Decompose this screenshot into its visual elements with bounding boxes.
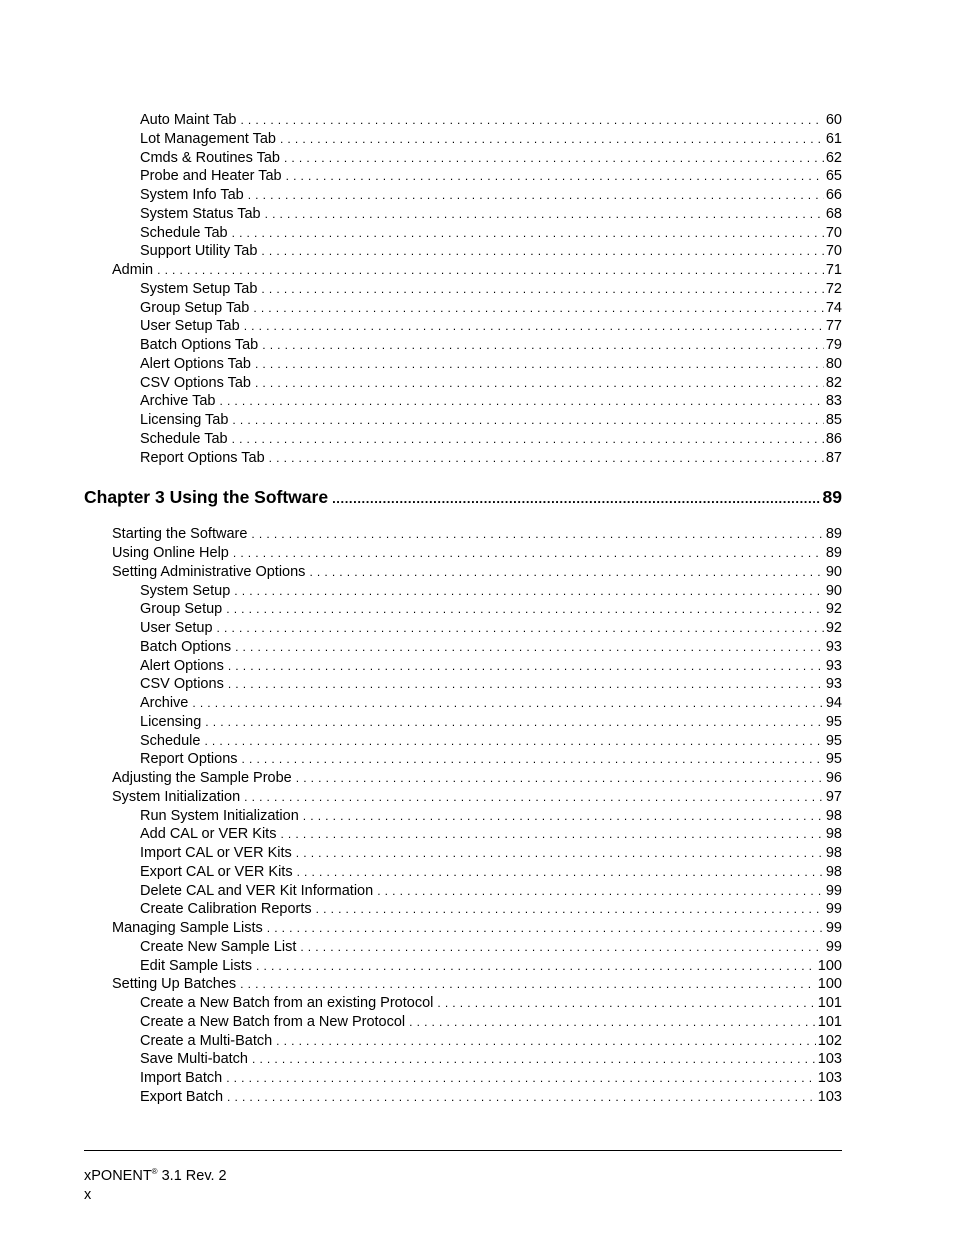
footer-page-number: x bbox=[84, 1187, 92, 1203]
dot-leader bbox=[204, 732, 823, 751]
toc-entry-title: Export CAL or VER Kits bbox=[140, 863, 293, 880]
dot-leader bbox=[227, 1088, 816, 1107]
dot-leader bbox=[255, 374, 824, 393]
toc-entry[interactable] bbox=[84, 205, 842, 224]
toc-entry-page-number: 103 bbox=[817, 1088, 842, 1105]
toc-entry-page-number: 98 bbox=[825, 826, 842, 843]
toc-entry-page-number: 92 bbox=[825, 620, 842, 636]
toc-entry-page-number: 102 bbox=[817, 1032, 842, 1049]
toc-entry-page-number: 98 bbox=[825, 845, 842, 861]
toc-entry[interactable] bbox=[84, 750, 842, 769]
toc-entry[interactable] bbox=[84, 374, 842, 393]
dot-leader bbox=[234, 582, 824, 601]
toc-entry-title: Batch Options bbox=[140, 638, 232, 655]
toc-entry[interactable] bbox=[84, 788, 842, 807]
toc-entry-title: Auto Maint Tab bbox=[140, 112, 237, 128]
toc-entry-page-number: 93 bbox=[825, 676, 842, 693]
toc-entry-title: Edit Sample Lists bbox=[140, 957, 253, 974]
toc-entry[interactable] bbox=[84, 732, 842, 751]
toc-entry-page-number: 60 bbox=[825, 112, 842, 128]
toc-entry[interactable] bbox=[84, 1013, 842, 1032]
dot-leader bbox=[205, 713, 824, 732]
toc-entry-title: Run System Initialization bbox=[140, 807, 299, 824]
toc-entry[interactable] bbox=[84, 807, 842, 826]
toc-entry[interactable] bbox=[84, 430, 842, 449]
toc-entry[interactable] bbox=[84, 863, 842, 882]
footer-product-line bbox=[84, 1162, 227, 1186]
toc-entry[interactable] bbox=[84, 186, 842, 205]
toc-entry-page-number: 99 bbox=[825, 920, 842, 936]
dot-leader bbox=[244, 788, 824, 807]
toc-entry[interactable] bbox=[84, 525, 842, 544]
toc-entry-title: Add CAL or VER Kits bbox=[140, 826, 277, 843]
toc-entry-title: Alert Options bbox=[140, 657, 224, 674]
dot-leader bbox=[265, 205, 824, 224]
dot-leader bbox=[228, 657, 824, 676]
toc-entry-page-number: 79 bbox=[825, 337, 842, 353]
toc-entry-page-number: 68 bbox=[825, 205, 842, 222]
toc-entry-title: Export Batch bbox=[140, 1088, 224, 1105]
toc-entry-page-number: 101 bbox=[817, 995, 842, 1011]
toc-entry-page-number: 89 bbox=[825, 526, 842, 543]
toc-entry[interactable] bbox=[84, 1050, 842, 1069]
toc-entry-page-number: 62 bbox=[825, 149, 842, 166]
toc-entry[interactable] bbox=[84, 544, 842, 563]
toc-entry-page-number: 98 bbox=[825, 863, 842, 880]
footer-divider bbox=[84, 1150, 842, 1151]
toc-entry-title: Schedule bbox=[140, 732, 201, 749]
toc-entry-title: Import Batch bbox=[140, 1070, 223, 1086]
toc-entry-page-number: 71 bbox=[825, 262, 842, 278]
toc-entry[interactable] bbox=[84, 563, 842, 582]
dot-leader bbox=[253, 299, 823, 318]
dot-leader bbox=[262, 336, 824, 355]
dot-leader bbox=[240, 111, 823, 130]
toc-entry[interactable] bbox=[84, 882, 842, 901]
toc-section-chapter-2-tail bbox=[84, 111, 842, 467]
dot-leader bbox=[280, 825, 823, 844]
toc-entry-title: Support Utility Tab bbox=[140, 243, 258, 260]
toc-entry[interactable] bbox=[84, 411, 842, 430]
toc-entry-title: CSV Options bbox=[140, 676, 224, 693]
toc-entry[interactable] bbox=[84, 280, 842, 299]
toc-entry-page-number: 66 bbox=[825, 187, 842, 203]
dot-leader bbox=[267, 919, 824, 938]
dot-leader bbox=[233, 544, 824, 563]
toc-entry-page-number: 86 bbox=[825, 430, 842, 447]
toc-entry-page-number: 93 bbox=[825, 657, 842, 674]
toc-entry-page-number: 90 bbox=[825, 582, 842, 599]
toc-entry-title: Report Options Tab bbox=[140, 449, 265, 466]
toc-entry-title: Save Multi-batch bbox=[140, 1051, 248, 1068]
toc-entry[interactable] bbox=[84, 619, 842, 638]
toc-entry[interactable] bbox=[84, 261, 842, 280]
toc-entry-title: System Initialization bbox=[112, 788, 241, 805]
toc-entry-title: Setting Up Batches bbox=[112, 976, 237, 993]
toc-entry-title: Using Online Help bbox=[112, 545, 229, 561]
dot-leader bbox=[192, 694, 824, 713]
toc-entry-page-number: 100 bbox=[817, 976, 842, 993]
toc-entry-title: Schedule Tab bbox=[140, 224, 228, 241]
toc-entry-page-number: 92 bbox=[825, 601, 842, 618]
toc-entry[interactable] bbox=[84, 825, 842, 844]
dot-leader bbox=[284, 149, 824, 168]
toc-entry[interactable] bbox=[84, 224, 842, 243]
dot-leader bbox=[255, 355, 824, 374]
toc-entry-title: Import CAL or VER Kits bbox=[140, 845, 292, 861]
toc-entry-page-number: 100 bbox=[817, 957, 842, 974]
dot-leader bbox=[217, 619, 824, 638]
dot-leader bbox=[251, 525, 823, 544]
dot-leader bbox=[269, 449, 824, 468]
toc-entry-title: Schedule Tab bbox=[140, 430, 228, 447]
toc-entry-page-number: 95 bbox=[825, 713, 842, 730]
toc-entry[interactable] bbox=[84, 938, 842, 957]
product-name: xPONENT bbox=[84, 1168, 152, 1184]
dot-leader bbox=[286, 167, 824, 186]
toc-entry-title: Licensing Tab bbox=[140, 412, 229, 428]
dot-leader bbox=[297, 863, 824, 882]
toc-entry-title: Batch Options Tab bbox=[140, 337, 259, 353]
toc-entry[interactable] bbox=[84, 336, 842, 355]
toc-entry-page-number: 65 bbox=[825, 168, 842, 185]
toc-entry-page-number: 95 bbox=[825, 751, 842, 768]
dot-leader bbox=[332, 488, 820, 508]
toc-entry[interactable] bbox=[84, 638, 842, 657]
registered-mark: ® bbox=[151, 1167, 158, 1176]
page-footer bbox=[84, 1162, 227, 1205]
toc-entry[interactable] bbox=[84, 242, 842, 261]
toc-entry[interactable] bbox=[84, 694, 842, 713]
toc-entry-page-number: 80 bbox=[825, 355, 842, 372]
toc-entry[interactable] bbox=[84, 600, 842, 619]
dot-leader bbox=[276, 1032, 816, 1051]
chapter-title: Chapter 3 Using the Software bbox=[84, 487, 329, 508]
toc-entry-title: Create a New Batch from an existing Protocol bbox=[140, 995, 434, 1011]
toc-entry[interactable] bbox=[84, 919, 842, 938]
toc-entry[interactable] bbox=[84, 1032, 842, 1051]
toc-entry-title: Group Setup Tab bbox=[140, 299, 250, 316]
toc-entry-title: System Info Tab bbox=[140, 187, 244, 203]
dot-leader bbox=[226, 600, 824, 619]
toc-entry[interactable] bbox=[84, 392, 842, 411]
toc-entry-page-number: 103 bbox=[817, 1051, 842, 1068]
dot-leader bbox=[280, 130, 824, 149]
dot-leader bbox=[409, 1013, 816, 1032]
toc-entry-page-number: 99 bbox=[825, 882, 842, 899]
toc-entry-page-number: 93 bbox=[825, 638, 842, 655]
dot-leader bbox=[300, 938, 824, 957]
toc-section-chapter-3 bbox=[84, 525, 842, 1106]
dot-leader bbox=[261, 242, 823, 261]
toc-entry-page-number: 103 bbox=[817, 1070, 842, 1086]
toc-entry-title: Group Setup bbox=[140, 601, 223, 618]
toc-entry-title: System Status Tab bbox=[140, 205, 261, 222]
toc-entry-page-number: 98 bbox=[825, 807, 842, 824]
toc-entry[interactable] bbox=[84, 957, 842, 976]
dot-leader bbox=[316, 900, 824, 919]
toc-entry[interactable] bbox=[84, 975, 842, 994]
toc-entry-page-number: 61 bbox=[825, 130, 842, 147]
toc-entry[interactable] bbox=[84, 769, 842, 788]
toc-entry-title: Adjusting the Sample Probe bbox=[112, 770, 292, 786]
toc-entry[interactable] bbox=[84, 900, 842, 919]
toc-entry[interactable] bbox=[84, 111, 842, 130]
toc-entry-title: Cmds & Routines Tab bbox=[140, 149, 280, 166]
toc-entry[interactable] bbox=[84, 582, 842, 601]
toc-entry-title: Create a Multi-Batch bbox=[140, 1032, 273, 1049]
dot-leader bbox=[377, 882, 824, 901]
dot-leader bbox=[240, 975, 816, 994]
dot-leader bbox=[296, 769, 824, 788]
toc-entry-title: User Setup Tab bbox=[140, 318, 240, 335]
toc-entry-page-number: 87 bbox=[825, 449, 842, 466]
toc-entry-title: Lot Management Tab bbox=[140, 130, 276, 147]
toc-entry-title: CSV Options Tab bbox=[140, 374, 251, 391]
toc-entry-title: Create Calibration Reports bbox=[140, 901, 312, 918]
toc-entry-page-number: 90 bbox=[825, 563, 842, 580]
dot-leader bbox=[303, 807, 824, 826]
toc-entry-title: Archive bbox=[140, 695, 189, 711]
toc-entry[interactable] bbox=[84, 675, 842, 694]
toc-entry-page-number: 72 bbox=[825, 280, 842, 297]
toc-entry-title: Create a New Batch from a New Protocol bbox=[140, 1013, 406, 1030]
toc-entry-page-number: 83 bbox=[825, 393, 842, 410]
toc-entry-page-number: 89 bbox=[825, 545, 842, 561]
toc-entry[interactable] bbox=[84, 1069, 842, 1088]
toc-entry-page-number: 70 bbox=[825, 243, 842, 260]
toc-entry-page-number: 77 bbox=[825, 318, 842, 335]
toc-entry[interactable] bbox=[84, 130, 842, 149]
chapter-heading[interactable] bbox=[84, 486, 842, 508]
toc-entry-title: Starting the Software bbox=[112, 526, 248, 543]
toc-entry-page-number: 99 bbox=[825, 938, 842, 955]
toc-entry-page-number: 99 bbox=[825, 901, 842, 918]
dot-leader bbox=[309, 563, 823, 582]
toc-entry[interactable] bbox=[84, 449, 842, 468]
dot-leader bbox=[252, 1050, 816, 1069]
dot-leader bbox=[248, 186, 824, 205]
toc-entry[interactable] bbox=[84, 1088, 842, 1107]
dot-leader bbox=[296, 844, 824, 863]
toc-entry-page-number: 101 bbox=[817, 1013, 842, 1030]
dot-leader bbox=[220, 392, 824, 411]
toc-entry-page-number: 70 bbox=[825, 224, 842, 241]
toc-entry[interactable] bbox=[84, 355, 842, 374]
dot-leader bbox=[232, 411, 823, 430]
toc-entry-title: Probe and Heater Tab bbox=[140, 168, 282, 185]
toc-entry-title: Create New Sample List bbox=[140, 938, 297, 955]
dot-leader bbox=[256, 957, 816, 976]
dot-leader bbox=[232, 430, 824, 449]
toc-entry-title: System Setup bbox=[140, 582, 231, 599]
toc-entry-title: System Setup Tab bbox=[140, 280, 258, 297]
dot-leader bbox=[437, 994, 815, 1013]
toc-entry-title: User Setup bbox=[140, 620, 213, 636]
product-version: 3.1 Rev. 2 bbox=[157, 1168, 227, 1184]
toc-entry-title: Setting Administrative Options bbox=[112, 563, 306, 580]
dot-leader bbox=[226, 1069, 816, 1088]
dot-leader bbox=[157, 261, 824, 280]
table-of-contents bbox=[84, 111, 842, 1107]
toc-entry-title: Delete CAL and VER Kit Information bbox=[140, 882, 374, 899]
toc-entry-page-number: 85 bbox=[825, 412, 842, 428]
dot-leader bbox=[242, 750, 824, 769]
dot-leader bbox=[232, 224, 824, 243]
toc-entry-page-number: 97 bbox=[825, 788, 842, 805]
dot-leader bbox=[261, 280, 823, 299]
toc-entry[interactable] bbox=[84, 167, 842, 186]
toc-entry-title: Managing Sample Lists bbox=[112, 920, 263, 936]
toc-entry[interactable] bbox=[84, 844, 842, 863]
toc-entry-page-number: 95 bbox=[825, 732, 842, 749]
toc-entry[interactable] bbox=[84, 713, 842, 732]
chapter-page-number: 89 bbox=[822, 487, 842, 508]
toc-entry-page-number: 96 bbox=[825, 770, 842, 786]
dot-leader bbox=[228, 675, 824, 694]
toc-entry-title: Report Options bbox=[140, 751, 238, 768]
toc-entry[interactable] bbox=[84, 317, 842, 336]
dot-leader bbox=[244, 317, 824, 336]
toc-entry[interactable] bbox=[84, 149, 842, 168]
toc-entry-title: Licensing bbox=[140, 713, 202, 730]
toc-entry-page-number: 94 bbox=[825, 695, 842, 711]
toc-entry-title: Admin bbox=[112, 262, 154, 278]
toc-entry[interactable] bbox=[84, 299, 842, 318]
toc-entry[interactable] bbox=[84, 657, 842, 676]
toc-entry-page-number: 82 bbox=[825, 374, 842, 391]
toc-entry-title: Archive Tab bbox=[140, 393, 216, 410]
toc-entry-page-number: 74 bbox=[825, 299, 842, 316]
toc-entry-title: Alert Options Tab bbox=[140, 355, 251, 372]
toc-entry[interactable] bbox=[84, 994, 842, 1013]
dot-leader bbox=[235, 638, 824, 657]
